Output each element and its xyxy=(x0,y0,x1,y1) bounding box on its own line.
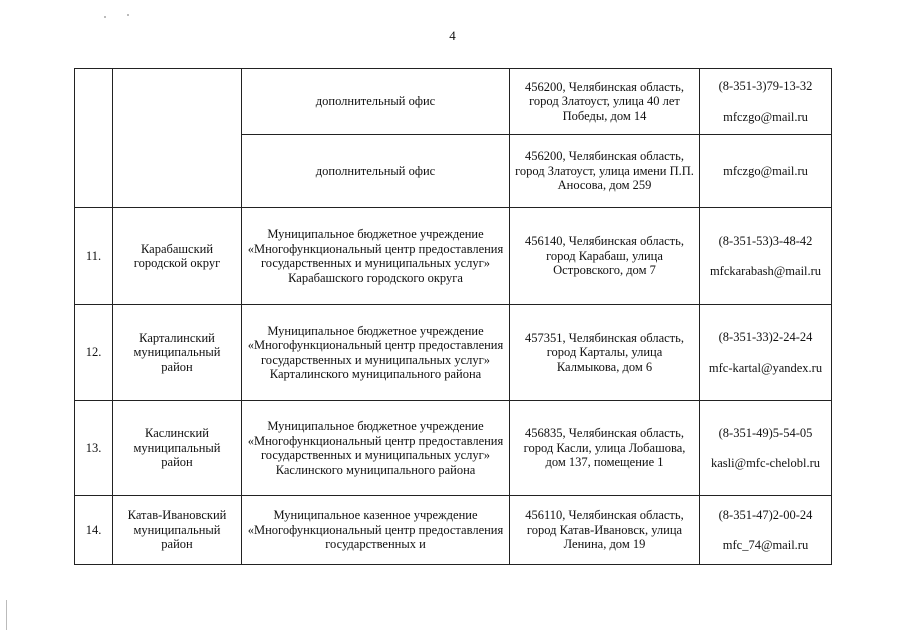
phone: (8-351-53)3-48-42 xyxy=(718,233,813,248)
contacts xyxy=(700,401,832,496)
phone: (8-351-47)2-00-24 xyxy=(718,507,813,522)
table-row xyxy=(75,208,832,305)
district-name: Карталинский муниципальный район xyxy=(113,305,242,401)
row-number: 12. xyxy=(75,305,113,401)
contacts xyxy=(700,208,832,305)
row-number: 11. xyxy=(75,208,113,305)
address: 456110, Челябинская область, город Катав-Ивановск, улица Ленина, дом 19 xyxy=(510,496,700,565)
address: 456200, Челябинская область, город Златоуст, улица имени П.П. Аносова, дом 259 xyxy=(510,135,700,208)
address: 457351, Челябинская область, город Карталы, улица Калмыкова, дом 6 xyxy=(510,305,700,401)
email: kasli@mfc-chelobl.ru xyxy=(710,456,821,470)
address: 456140, Челябинская область, город Карабаш, улица Островского, дом 7 xyxy=(510,208,700,305)
table-row xyxy=(75,305,832,401)
district-name: Каслинский муниципальный район xyxy=(113,401,242,496)
organization-name: Муниципальное бюджетное учреждение «Многофункциональный центр предоставления государственных и муниципальных услуг» Карталинского муниципального района xyxy=(242,305,510,401)
district-name: Карабашский городской округ xyxy=(113,208,242,305)
contacts xyxy=(700,496,832,565)
table-row xyxy=(75,496,832,565)
row-number xyxy=(75,69,113,208)
contacts xyxy=(700,135,832,208)
row-number: 14. xyxy=(75,496,113,565)
organization-name: Муниципальное бюджетное учреждение «Многофункциональный центр предоставления государственных и муниципальных услуг» Карабашского городского округа xyxy=(242,208,510,305)
email: mfc-kartal@yandex.ru xyxy=(708,360,823,375)
table-row xyxy=(75,401,832,496)
organization-name: Муниципальное бюджетное учреждение «Многофункциональный центр предоставления государственных и муниципальных услуг» Каслинского муниципального района xyxy=(242,401,510,496)
address: 456835, Челябинская область, город Касли, улица Лобашова, дом 137, помещение 1 xyxy=(510,401,700,496)
contacts xyxy=(700,305,832,401)
organization-name: дополнительный офис xyxy=(242,135,510,208)
organization-name: Муниципальное казенное учреждение «Многофункциональный центр предоставления государственных и xyxy=(242,496,510,565)
contacts xyxy=(700,69,832,135)
page-number: 4 xyxy=(449,28,456,43)
district-name xyxy=(113,69,242,208)
email: mfczgo@mail.ru xyxy=(723,163,808,178)
scan-speck xyxy=(104,16,106,18)
address: 456200, Челябинская область, город Златоуст, улица 40 лет Победы, дом 14 xyxy=(510,69,700,135)
organization-name: дополнительный офис xyxy=(242,69,510,135)
phone: (8-351-33)2-24-24 xyxy=(718,330,813,344)
scan-speck xyxy=(127,14,129,16)
phone: (8-351-3)79-13-32 xyxy=(718,79,813,93)
email: mfckarabash@mail.ru xyxy=(709,264,822,278)
email: mfc_74@mail.ru xyxy=(722,538,809,552)
email: mfczgo@mail.ru xyxy=(723,109,808,124)
scan-edge-mark xyxy=(6,600,7,630)
table-row xyxy=(75,69,832,135)
row-number: 13. xyxy=(75,401,113,496)
phone: (8-351-49)5-54-05 xyxy=(718,425,813,440)
district-name: Катав-Ивановский муниципальный район xyxy=(113,496,242,565)
mfc-registry-table xyxy=(74,68,832,565)
